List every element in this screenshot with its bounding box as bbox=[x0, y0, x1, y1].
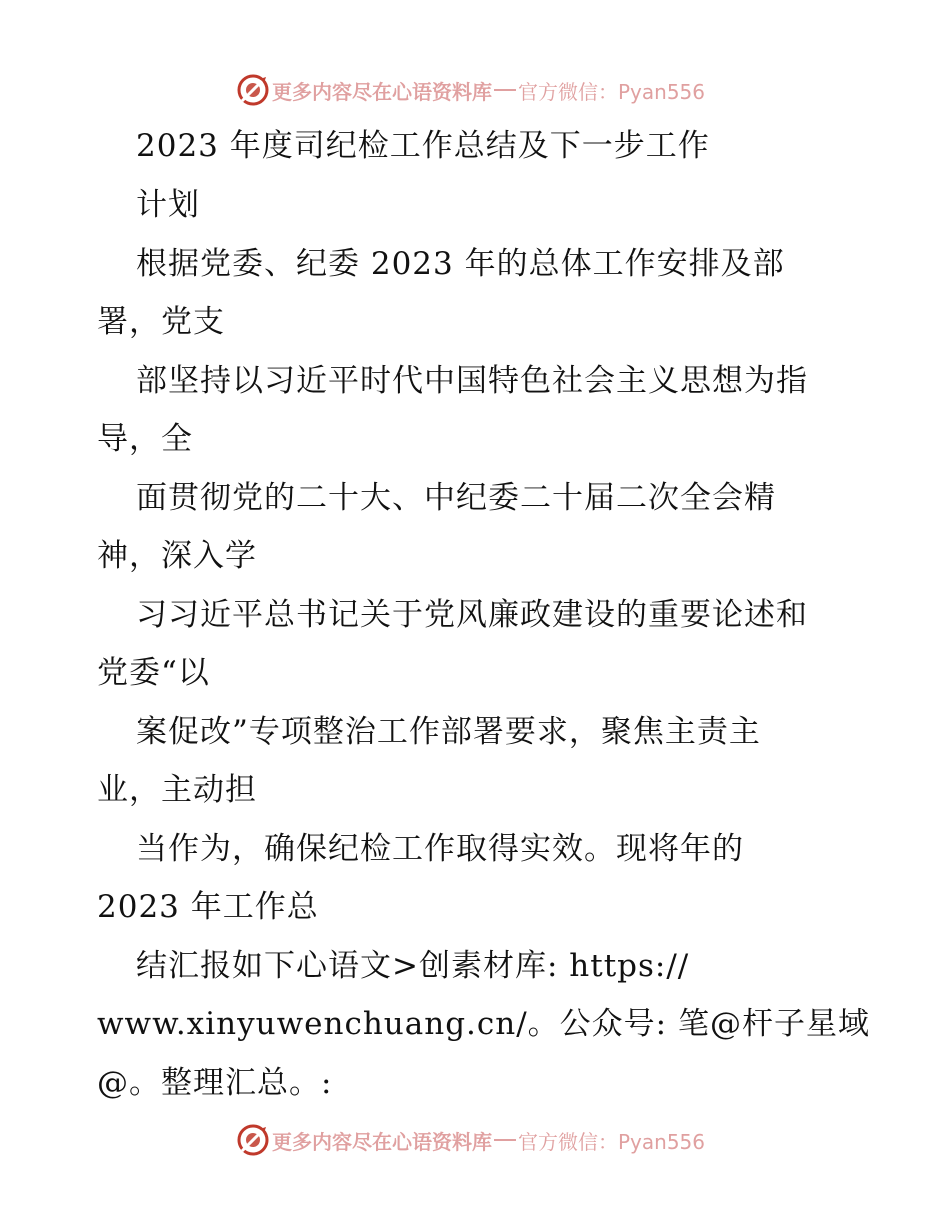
banner-divider bbox=[494, 1139, 516, 1141]
banner-wechat: 官方微信：Pyan556 bbox=[518, 79, 706, 104]
banner-wechat: 官方微信：Pyan556 bbox=[518, 1129, 706, 1154]
doc-line-title: 2023 年度司纪检工作总结及下一步工作 bbox=[136, 128, 710, 164]
header-banner bbox=[236, 72, 705, 108]
brand-logo-icon bbox=[236, 73, 270, 107]
doc-line: 2023 年工作总 bbox=[97, 889, 319, 925]
doc-line: 结汇报如下心语文>创素材库: https:// bbox=[136, 948, 690, 984]
doc-line: www.xinyuwenchuang.cn/。公众号: 笔@杆子星域 bbox=[97, 1006, 870, 1042]
doc-line: 根据党委、纪委 2023 年的总体工作安排及部 bbox=[136, 246, 785, 282]
doc-line: 神，深入学 bbox=[97, 538, 257, 574]
doc-line: 署，党支 bbox=[97, 304, 225, 340]
banner-title: 更多内容尽在心语资料库 bbox=[272, 1129, 492, 1154]
brand-logo-icon bbox=[236, 1123, 270, 1157]
doc-line: @。整理汇总。: bbox=[97, 1065, 333, 1101]
doc-line: 面贯彻党的二十大、中纪委二十届二次全会精 bbox=[136, 480, 776, 516]
doc-line: 部坚持以习近平时代中国特色社会主义思想为指 bbox=[136, 363, 808, 399]
doc-line: 习习近平总书记关于党风廉政建设的重要论述和 bbox=[136, 597, 808, 633]
banner-divider bbox=[494, 89, 516, 91]
footer-banner bbox=[236, 1122, 705, 1158]
doc-line: 党委“以 bbox=[97, 655, 210, 691]
banner-title: 更多内容尽在心语资料库 bbox=[272, 79, 492, 104]
doc-line: 当作为，确保纪检工作取得实效。现将年的 bbox=[136, 831, 744, 867]
doc-line-title-cont: 计划 bbox=[136, 187, 200, 223]
doc-line: 业，主动担 bbox=[97, 772, 257, 808]
doc-line: 案促改”专项整治工作部署要求，聚焦主责主 bbox=[136, 714, 761, 750]
doc-line: 导，全 bbox=[97, 421, 193, 457]
